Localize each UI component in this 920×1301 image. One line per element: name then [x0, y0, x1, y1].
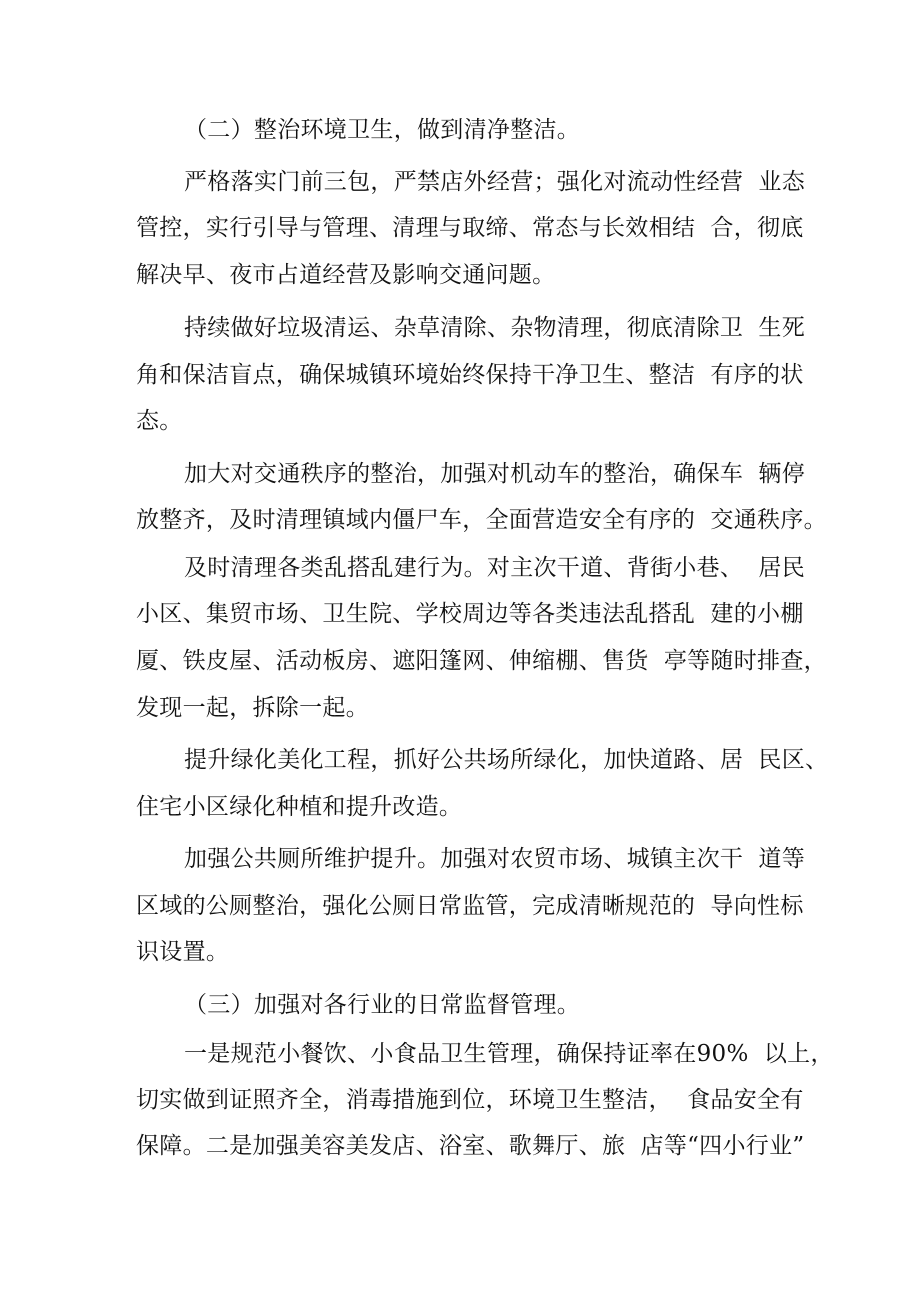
- paragraph-line: 持续做好垃圾清运、杂草清除、杂物清理，彻底清除卫 生死: [184, 315, 806, 341]
- paragraph-line: 提升绿化美化工程，抓好公共场所绿化，加快道路、居 民区、: [184, 747, 829, 773]
- paragraph-line: 小区、集贸市场、卫生院、学校周边等各类违法乱搭乱 建的小棚: [136, 601, 804, 627]
- paragraph-line: 发现一起，拆除一起。: [136, 695, 369, 721]
- paragraph-line: 加大对交通秩序的整治，加强对机动车的整治，确保车 辆停: [184, 461, 806, 487]
- paragraph-line: 解决早、夜市占道经营及影响交通问题。: [136, 262, 556, 288]
- paragraph-line: 管控，实行引导与管理、清理与取缔、常态与长效相结 合，彻底: [136, 215, 804, 241]
- paragraph-line: 放整齐，及时清理镇域内僵尸车，全面营造安全有序的 交通秩序。: [136, 507, 827, 533]
- section-heading-2: （二）整治环境卫生，做到清净整洁。: [184, 117, 581, 143]
- paragraph-line: 住宅小区绿化种植和提升改造。: [136, 794, 463, 820]
- paragraph-line: 一是规范小餐饮、小食品卫生管理，确保持证率在90% 以上，: [184, 1041, 834, 1067]
- paragraph-line: 厦、铁皮屋、活动板房、遮阳篷网、伸缩棚、售货 亭等随时排查，: [136, 648, 827, 674]
- paragraph-line: 保障。二是加强美容美发店、浴室、歌舞厅、旅 店等“四小行业”: [136, 1133, 805, 1159]
- paragraph-line: 及时清理各类乱搭乱建行为。对主次干道、背街小巷、 居民: [184, 555, 806, 581]
- paragraph-line: 切实做到证照齐全，消毒措施到位，环境卫生整洁， 食品安全有: [136, 1087, 804, 1113]
- paragraph-line: 加强公共厕所维护提升。加强对农贸市场、城镇主次干 道等: [184, 846, 806, 872]
- paragraph-line: 严格落实门前三包，严禁店外经营；强化对流动性经营 业态: [184, 169, 806, 195]
- section-heading-3: （三）加强对各行业的日常监督管理。: [184, 992, 581, 1018]
- paragraph-line: 识设置。: [136, 939, 230, 965]
- paragraph-line: 区域的公厕整治，强化公厕日常监管，完成清晰规范的 导向性标: [136, 893, 804, 919]
- paragraph-line: 角和保洁盲点，确保城镇环境始终保持干净卫生、整洁 有序的状: [136, 362, 804, 388]
- paragraph-line: 态。: [136, 408, 183, 434]
